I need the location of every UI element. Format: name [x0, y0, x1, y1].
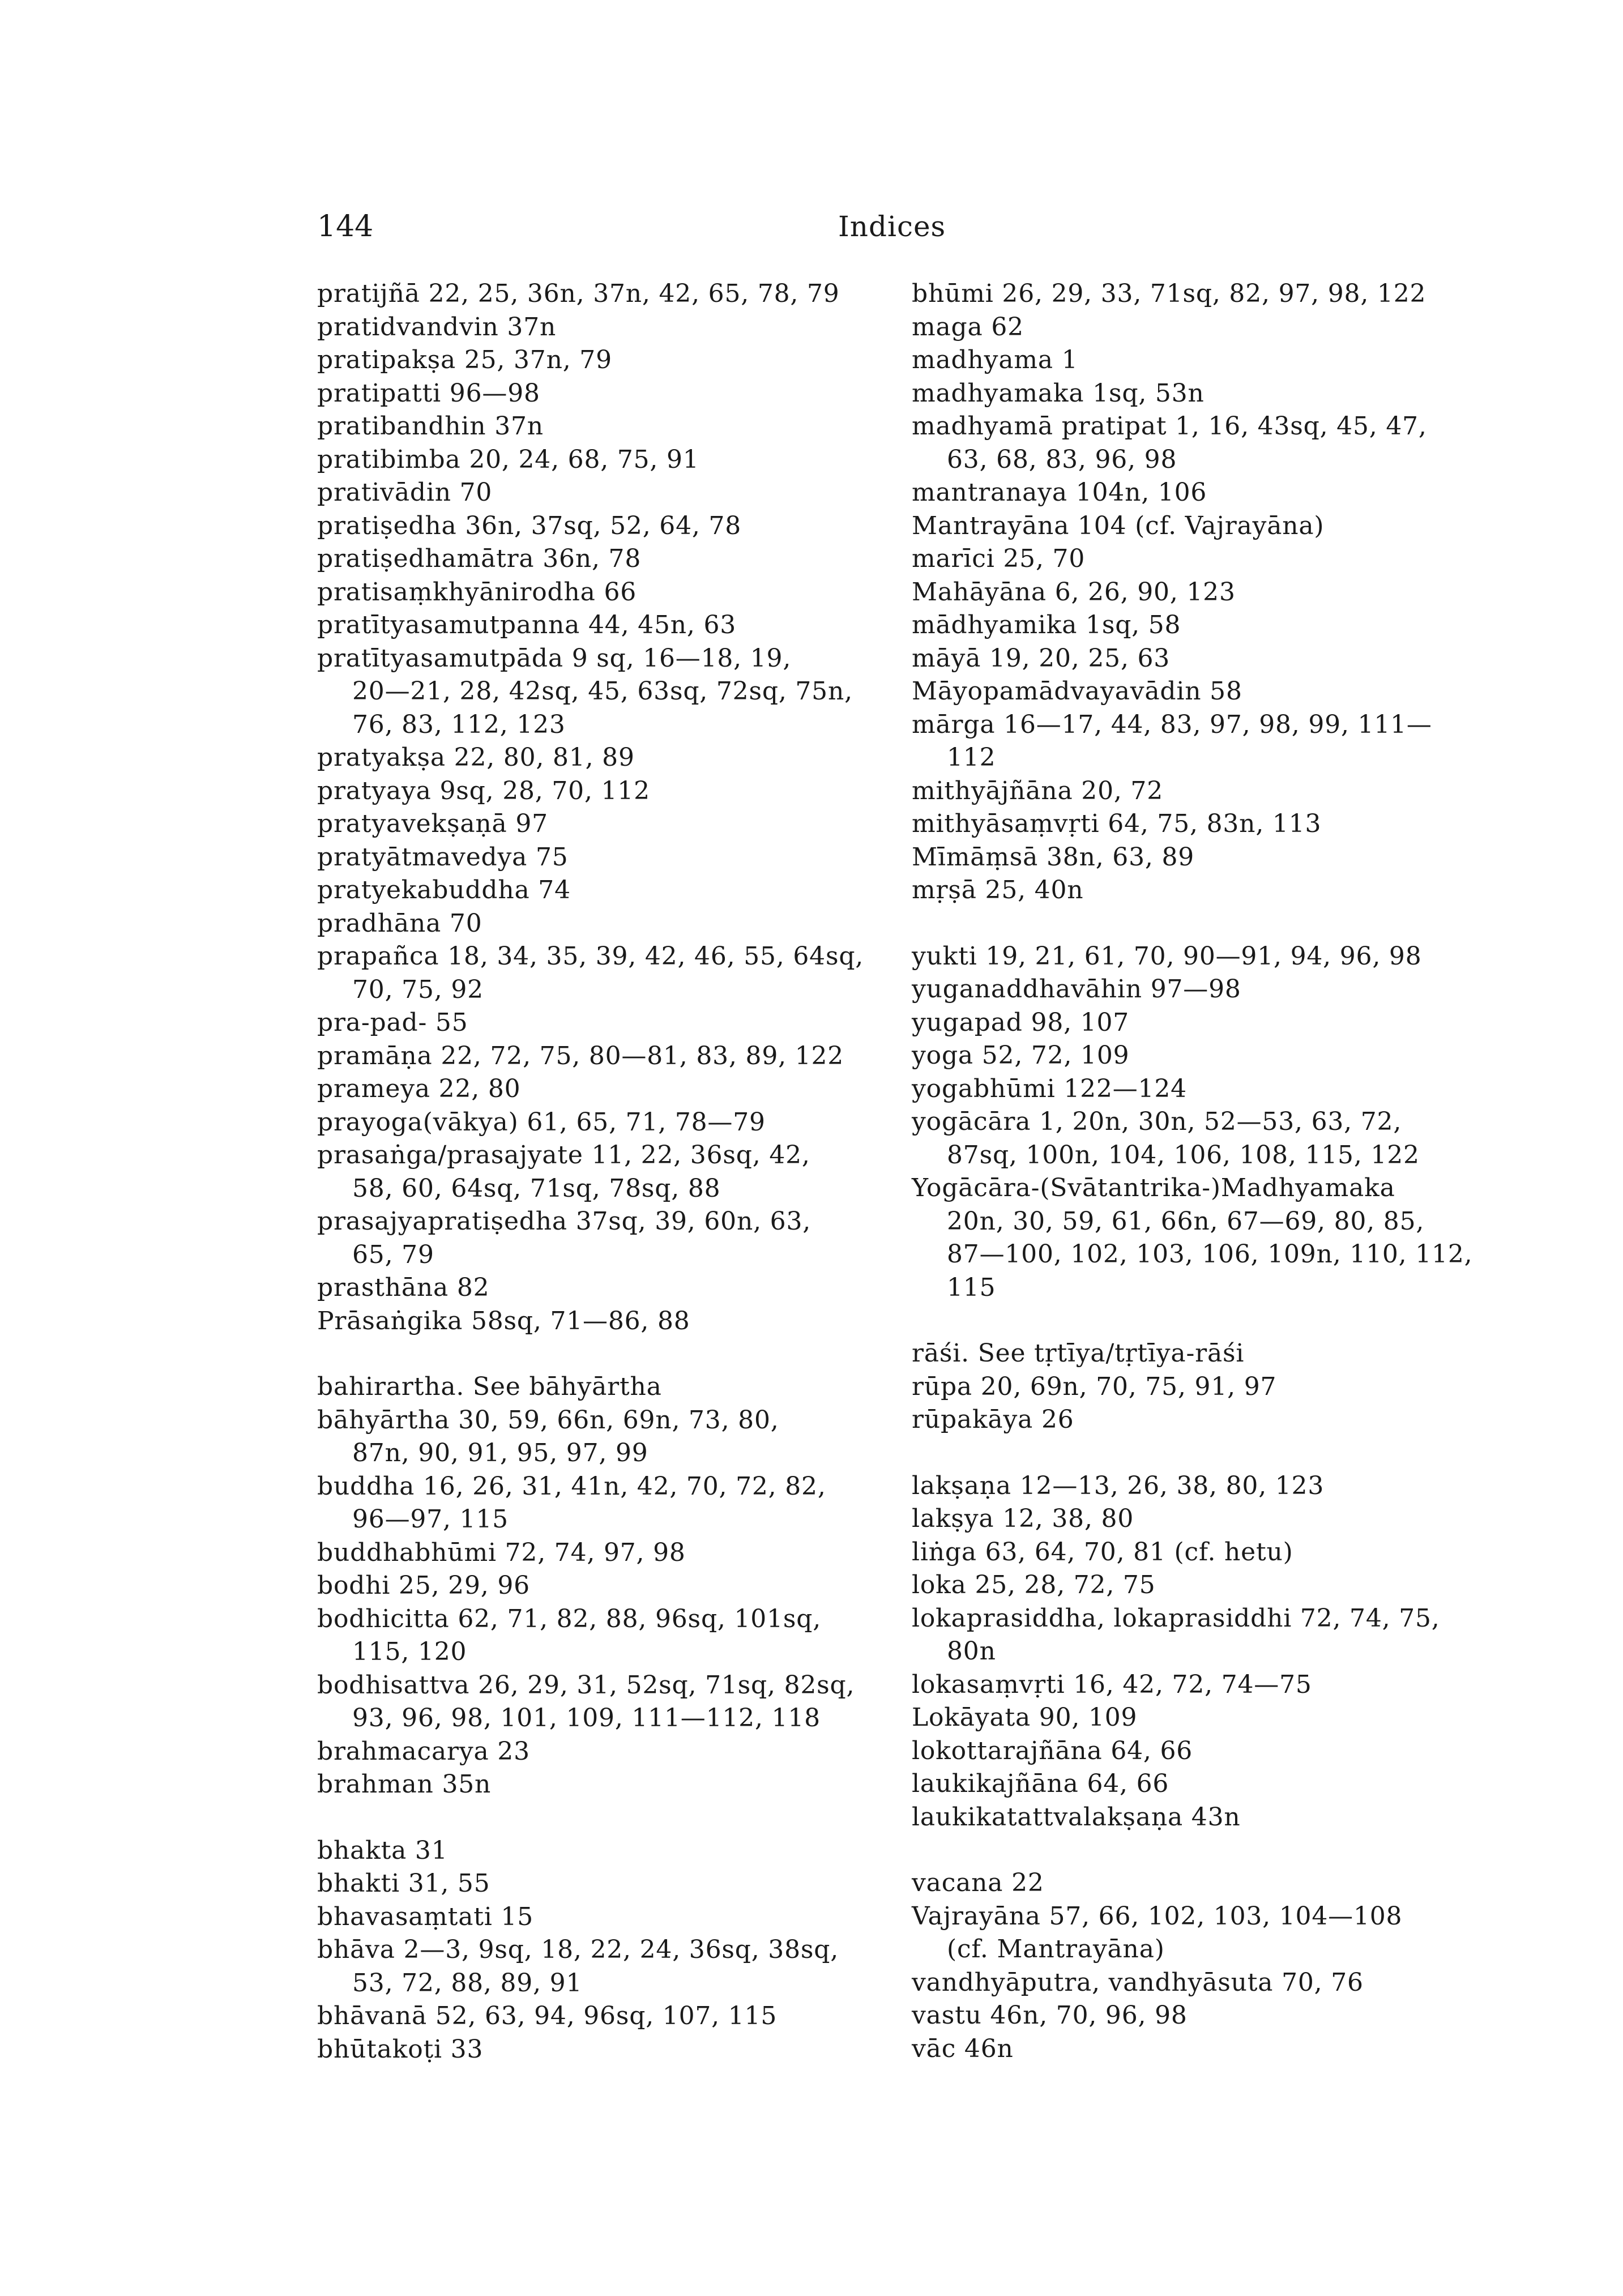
index-entry-line: bodhi 25, 29, 96	[317, 1571, 530, 1600]
index-entry	[317, 1867, 883, 1901]
index-entry-line: bhāvanā 52, 63, 94, 96sq, 107, 115	[317, 2001, 778, 2030]
index-entry	[912, 1801, 1512, 1834]
index-entry-line: mantranaya 104n, 106	[912, 478, 1207, 507]
index-entry-continuation: 20—21, 28, 42sq, 45, 63sq, 72sq, 75n,	[352, 677, 853, 706]
index-group	[317, 1371, 883, 1802]
index-entry	[317, 1569, 883, 1603]
index-entry-line: pratyātmavedya 75	[317, 842, 569, 872]
index-entry-continuation: 115, 120	[352, 1637, 467, 1666]
index-entry	[912, 344, 1512, 377]
index-entry-line: pratyaya 9sq, 28, 70, 112	[317, 776, 650, 805]
index-entry-line: yogabhūmi 122—124	[912, 1074, 1187, 1103]
index-entry	[317, 940, 883, 1006]
index-entry	[912, 675, 1512, 709]
index-entry	[317, 741, 883, 775]
index-entry-line: mādhyamika 1sq, 58	[912, 611, 1181, 639]
index-entry	[317, 1006, 883, 1040]
index-entry	[317, 344, 883, 377]
index-entry-line: Mantrayāna 104 (cf. Vajrayāna)	[912, 511, 1325, 540]
index-entry	[912, 841, 1512, 874]
index-entry-line: pratyekabuddha 74	[317, 876, 571, 904]
index-entry-continuation: 76, 83, 112, 123	[352, 710, 566, 739]
page-header	[317, 204, 1518, 249]
index-entry	[912, 1073, 1512, 1106]
index-entry	[912, 576, 1512, 609]
index-group	[317, 1834, 883, 2067]
index-entry-line: bhakta 31	[317, 1836, 448, 1865]
index-entry	[912, 311, 1512, 344]
index-entry	[912, 808, 1512, 841]
index-entry-line: pratibimba 20, 24, 68, 75, 91	[317, 445, 699, 474]
index-entry	[912, 609, 1512, 642]
index-entry-line: mārga 16—17, 44, 83, 97, 98, 99, 111—	[912, 710, 1432, 739]
index-entry-line: pratiṣedhamātra 36n, 78	[317, 544, 642, 573]
index-entry-line: lokottarajñāna 64, 66	[912, 1736, 1193, 1765]
index-entry-line: rāśi. See tṛtīya/tṛtīya-rāśi	[912, 1339, 1245, 1368]
index-entry	[912, 1172, 1512, 1304]
index-entry	[317, 1305, 883, 1338]
index-entry	[317, 1901, 883, 1934]
index-entry-line: vandhyāputra, vandhyāsuta 70, 76	[912, 1968, 1364, 1997]
index-entry	[317, 2000, 883, 2033]
index-entry-continuation: 80n	[947, 1637, 996, 1666]
index-entry	[912, 709, 1512, 775]
index-entry	[912, 510, 1512, 543]
index-entry	[912, 940, 1512, 974]
index-entry	[317, 1834, 883, 1868]
index-entry-line: prasaṅga/prasajyate 11, 22, 36sq, 42,	[317, 1141, 810, 1170]
index-entry-line: vastu 46n, 70, 96, 98	[912, 2001, 1188, 2030]
index-entry-line: mithyājñāna 20, 72	[912, 776, 1164, 805]
index-group	[912, 1867, 1512, 2065]
index-entry	[912, 476, 1512, 510]
index-entry	[912, 1536, 1512, 1569]
index-entry	[317, 476, 883, 510]
index-entry-line: prayoga(vākya) 61, 65, 71, 78—79	[317, 1107, 766, 1137]
index-entry	[912, 1470, 1512, 1503]
index-group	[317, 278, 883, 1338]
index-entry-line: vāc 46n	[912, 2034, 1014, 2063]
index-entry-continuation: 63, 68, 83, 96, 98	[947, 445, 1177, 474]
index-entry	[912, 410, 1512, 476]
index-entry	[317, 410, 883, 443]
index-entry-line: bahirartha. See bāhyārtha	[317, 1372, 662, 1401]
index-entry-line: pra-pad- 55	[317, 1008, 468, 1037]
index-entry-line: prapañca 18, 34, 35, 39, 42, 46, 55, 64sq,	[317, 942, 864, 971]
index-entry-continuation: 65, 79	[352, 1240, 434, 1269]
index-entry-line: Yogācāra-(Svātantrika-)Madhyamaka	[912, 1173, 1395, 1202]
index-entry	[912, 1966, 1512, 2000]
index-entry-line: vacana 22	[912, 1868, 1044, 1897]
index-entry	[317, 1106, 883, 1140]
index-entry-line: yuganaddhavāhin 97—98	[912, 975, 1241, 1004]
index-entry-line: yogācāra 1, 20n, 30n, 52—53, 63, 72,	[912, 1107, 1402, 1136]
index-entry-line: brahmacarya 23	[317, 1736, 530, 1766]
index-entry-line: lakṣaṇa 12—13, 26, 38, 80, 123	[912, 1471, 1325, 1500]
index-entry	[912, 1569, 1512, 1602]
index-group	[912, 278, 1512, 907]
index-entry-line: pratyakṣa 22, 80, 81, 89	[317, 743, 635, 772]
index-entry-continuation: 115	[947, 1273, 996, 1302]
index-entry-line: brahman 35n	[317, 1770, 492, 1799]
index-entry-line: bhūtakoṭi 33	[317, 2034, 484, 2064]
index-entry	[912, 1900, 1512, 1966]
index-entry	[317, 443, 883, 477]
index-entry-line: lokasaṃvṛti 16, 42, 72, 74—75	[912, 1670, 1312, 1699]
index-entry-line: marīci 25, 70	[912, 544, 1086, 573]
index-entry	[912, 1701, 1512, 1735]
index-entry	[317, 609, 883, 642]
index-entry-line: Lokāyata 90, 109	[912, 1703, 1138, 1732]
index-entry-line: pratiṣedha 36n, 37sq, 52, 64, 78	[317, 511, 742, 540]
index-entry	[912, 642, 1512, 676]
index-entry-line: prasajyapratiṣedha 37sq, 39, 60n, 63,	[317, 1207, 812, 1236]
running-head: Indices	[838, 210, 946, 243]
index-entry-line: bhavasaṃtati 15	[317, 1902, 534, 1931]
index-entry-continuation: 70, 75, 92	[352, 975, 484, 1004]
index-entry-line: maga 62	[912, 312, 1024, 342]
index-entry	[317, 775, 883, 808]
index-entry-line: pratipatti 96—98	[317, 378, 540, 408]
index-entry-line: laukikajñāna 64, 66	[912, 1769, 1169, 1798]
index-entry	[317, 1934, 883, 2000]
index-entry	[317, 311, 883, 344]
index-entry	[317, 1603, 883, 1669]
index-entry	[912, 1503, 1512, 1536]
index-entry	[912, 1768, 1512, 1801]
index-entry-line: prameya 22, 80	[317, 1074, 521, 1103]
index-entry-continuation: 87n, 90, 91, 95, 97, 99	[352, 1439, 648, 1467]
index-entry-line: yoga 52, 72, 109	[912, 1041, 1130, 1070]
index-entry-line: bhakti 31, 55	[317, 1869, 490, 1898]
index-entry-line: bhūmi 26, 29, 33, 71sq, 82, 97, 98, 122	[912, 279, 1426, 308]
index-entry	[912, 973, 1512, 1006]
index-entry	[317, 1735, 883, 1769]
index-entry-line: rūpakāya 26	[912, 1405, 1074, 1434]
index-entry-continuation: 58, 60, 64sq, 71sq, 78sq, 88	[352, 1173, 721, 1203]
index-entry	[912, 2033, 1512, 2066]
index-entry-line: madhyama 1	[912, 345, 1078, 374]
index-group	[912, 1337, 1512, 1437]
index-entry	[317, 1040, 883, 1073]
index-entry-continuation: 20n, 30, 59, 61, 66n, 67—69, 80, 85,	[947, 1206, 1425, 1236]
index-entry	[317, 1073, 883, 1106]
index-entry	[912, 775, 1512, 808]
index-entry	[912, 278, 1512, 311]
index-entry	[317, 1271, 883, 1305]
index-entry	[317, 2033, 883, 2067]
index-entry	[317, 1205, 883, 1271]
index-entry	[317, 1371, 883, 1404]
index-entry	[912, 543, 1512, 576]
index-entry	[317, 808, 883, 841]
index-entry	[317, 377, 883, 411]
index-entry-line: rūpa 20, 69n, 70, 75, 91, 97	[912, 1372, 1277, 1401]
page-number: 144	[317, 210, 374, 244]
index-entry	[912, 1039, 1512, 1073]
index-entry-continuation: 112	[947, 743, 996, 772]
index-entry	[912, 1337, 1512, 1371]
index-entry-line: lokaprasiddha, lokaprasiddhi 72, 74, 75,	[912, 1603, 1440, 1633]
index-entry-line: Māyopamādvayavādin 58	[912, 677, 1242, 706]
index-entry	[912, 1371, 1512, 1404]
index-entry	[317, 874, 883, 907]
index-entry	[912, 1602, 1512, 1668]
index-entry	[317, 1537, 883, 1570]
index-entry-line: pratītyasamutpanna 44, 45n, 63	[317, 611, 737, 639]
index-entry	[912, 1106, 1512, 1172]
index-entry-line: pratibandhin 37n	[317, 412, 544, 441]
index-entry-line: Vajrayāna 57, 66, 102, 103, 104—108	[912, 1901, 1403, 1931]
index-entry-line: bhāva 2—3, 9sq, 18, 22, 24, 36sq, 38sq,	[317, 1935, 839, 1964]
index-entry-line: madhyamā pratipat 1, 16, 43sq, 45, 47,	[912, 412, 1427, 441]
index-entry	[317, 841, 883, 874]
index-entry	[317, 1139, 883, 1205]
index-group	[912, 940, 1512, 1305]
index-entry-line: bāhyārtha 30, 59, 66n, 69n, 73, 80,	[317, 1405, 779, 1435]
index-entry-line: prativādin 70	[317, 478, 493, 507]
index-entry-line: bodhisattva 26, 29, 31, 52sq, 71sq, 82sq,	[317, 1670, 855, 1700]
index-entry-line: pratidvandvin 37n	[317, 312, 557, 342]
index-entry-line: pratyavekṣaṇā 97	[317, 809, 548, 838]
index-entry-line: pradhāna 70	[317, 908, 482, 938]
index-entry-line: pratisaṃkhyānirodha 66	[317, 577, 637, 607]
index-entry-line: Mahāyāna 6, 26, 90, 123	[912, 577, 1236, 607]
index-entry	[317, 1404, 883, 1470]
index-entry-line: liṅga 63, 64, 70, 81 (cf. hetu)	[912, 1537, 1293, 1567]
index-entry-line: māyā 19, 20, 25, 63	[912, 643, 1171, 673]
index-entry-line: yugapad 98, 107	[912, 1008, 1130, 1037]
index-entry	[317, 1669, 883, 1735]
index-entry-continuation: (cf. Mantrayāna)	[947, 1935, 1165, 1964]
index-entry-line: pratītyasamutpāda 9 sq, 16—18, 19,	[317, 643, 792, 673]
index-entry	[317, 642, 883, 742]
index-entry-line: buddhabhūmi 72, 74, 97, 98	[317, 1538, 686, 1567]
index-entry-line: madhyamaka 1sq, 53n	[912, 378, 1205, 408]
index-column-right	[912, 278, 1512, 2065]
index-entry	[912, 1006, 1512, 1040]
index-entry	[317, 907, 883, 941]
index-entry	[912, 874, 1512, 907]
index-entry	[912, 1867, 1512, 1900]
index-group	[912, 1470, 1512, 1834]
index-entry	[317, 1768, 883, 1802]
index-entry	[317, 576, 883, 609]
index-entry-line: prasthāna 82	[317, 1273, 490, 1302]
index-entry-line: mithyāsaṃvṛti 64, 75, 83n, 113	[912, 809, 1322, 838]
index-entry-continuation: 53, 72, 88, 89, 91	[352, 1968, 583, 1998]
index-entry-line: Prāsaṅgika 58sq, 71—86, 88	[317, 1306, 690, 1335]
index-entry-line: pratipakṣa 25, 37n, 79	[317, 345, 612, 374]
index-column-left	[317, 278, 883, 2066]
index-entry-line: yukti 19, 21, 61, 70, 90—91, 94, 96, 98	[912, 941, 1422, 971]
index-entry	[912, 1999, 1512, 2033]
index-entry-continuation: 87sq, 100n, 104, 106, 108, 115, 122	[947, 1140, 1420, 1170]
index-entry	[912, 1403, 1512, 1437]
index-entry-line: mṛṣā 25, 40n	[912, 876, 1084, 904]
index-entry	[317, 1470, 883, 1537]
index-entry-line: laukikatattvalakṣaṇa 43n	[912, 1802, 1241, 1832]
index-entry	[317, 543, 883, 576]
index-entry-continuation: 93, 96, 98, 101, 109, 111—112, 118	[352, 1704, 821, 1732]
index-entry-line: Mīmāṃsā 38n, 63, 89	[912, 842, 1195, 872]
index-entry-line: buddha 16, 26, 31, 41n, 42, 70, 72, 82,	[317, 1471, 826, 1501]
index-entry-continuation: 96—97, 115	[352, 1505, 509, 1534]
index-entry-continuation: 87—100, 102, 103, 106, 109n, 110, 112,	[947, 1240, 1473, 1269]
index-entry-line: pratijñā 22, 25, 36n, 37n, 42, 65, 78, 79	[317, 279, 840, 308]
index-entry	[317, 510, 883, 543]
index-entry-line: lakṣya 12, 38, 80	[912, 1504, 1134, 1533]
index-entry-line: bodhicitta 62, 71, 82, 88, 96sq, 101sq,	[317, 1604, 821, 1633]
index-entry-line: loka 25, 28, 72, 75	[912, 1571, 1156, 1599]
index-entry	[912, 377, 1512, 411]
index-entry-line: pramāṇa 22, 72, 75, 80—81, 83, 89, 122	[317, 1041, 844, 1070]
index-entry	[912, 1735, 1512, 1768]
index-entry	[317, 278, 883, 311]
index-entry	[912, 1668, 1512, 1702]
